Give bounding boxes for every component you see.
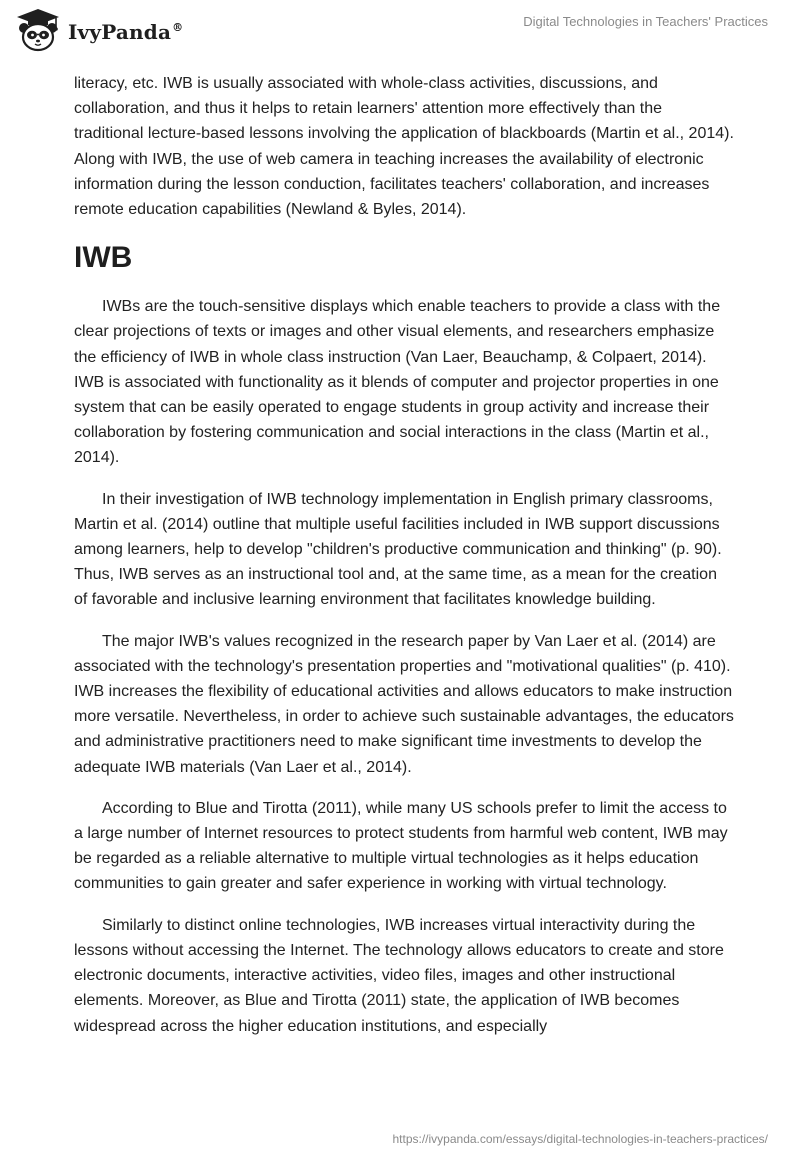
panda-graduate-icon xyxy=(14,6,62,54)
paragraph-3: The major IWB's values recognized in the research paper by Van Laer et al. (2014) are associated with the technology's presentation properties and "motivational qualities" (p. 410). IWB increases the flexibility of educational activities and allows educators to make instruction more versatile. Nevertheless, in order to achieve such sustainable advantages, the educators and administrative practitioners need to make significant time investments to develop the adequate IWB materials (Van Laer et al., 2014). xyxy=(74,632,734,776)
paragraph-4: According to Blue and Tirotta (2011), while many US schools prefer to limit the access to a large number of Internet resources to protect students from harmful web content, IWB may be regarded as a reliable alternative to multiple virtual technologies as it helps education communities to gain greater and safer experience in working with virtual technology. xyxy=(74,799,728,893)
page-header xyxy=(0,0,800,64)
logo[interactable] xyxy=(14,6,183,54)
source-url[interactable]: https://ivypanda.com/essays/digital-technologies-in-teachers-practices/ xyxy=(392,1132,768,1146)
paragraph-1: IWBs are the touch-sensitive displays which enable teachers to provide a class with the clear projections of texts or images and other visual elements, and researchers emphasize the efficiency of IWB in whole class instruction (Van Laer, Beauchamp, & Colpaert, 2014). IWB is associated with functionality as it blends of computer and projector properties in one system that can be easily operated to engage students in group activity and increase their collaboration by fostering communication and social interactions in the class (Martin et al., 2014). xyxy=(74,298,721,467)
document-title: Digital Technologies in Teachers' Practices xyxy=(523,14,768,29)
section-heading: IWB xyxy=(74,241,133,275)
intro-paragraph: literacy, etc. IWB is usually associated with whole-class activities, discussions, and collaboration, and thus it helps to retain learners' attention more effectively than the traditional lecture-based lessons involving the application of blackboards (Martin et al., 2014). Along with IWB, the use of web camera in teaching increases the availability of electronic information during the lesson conduction, facilitates teachers' collaboration, and increases remote education capabilities (Newland & Byles, 2014). xyxy=(74,75,734,219)
paragraph-2: In their investigation of IWB technology implementation in English primary classrooms, Martin et al. (2014) outline that multiple useful facilities included in IWB support discussions among learners, help to develop "children's productive communication and thinking" (p. 90). Thus, IWB serves as an instructional tool and, at the same time, as a mean for the creation of favorable and inclusive learning environment that facilitates knowledge building. xyxy=(74,490,722,609)
article-body xyxy=(74,71,734,1055)
trademark-sign: ® xyxy=(172,21,184,35)
paragraph-5: Similarly to distinct online technologies, IWB increases virtual interactivity during the lessons without accessing the Internet. The technology allows educators to create and store electronic documents, interactive activities, video files, images and other instructional elements. Moreover, as Blue and Tirotta (2011) state, the application of IWB becomes widespread across the higher education institutions, and especially xyxy=(74,916,724,1035)
brand-name xyxy=(68,20,183,44)
brand-text: IvyPanda xyxy=(68,20,172,44)
